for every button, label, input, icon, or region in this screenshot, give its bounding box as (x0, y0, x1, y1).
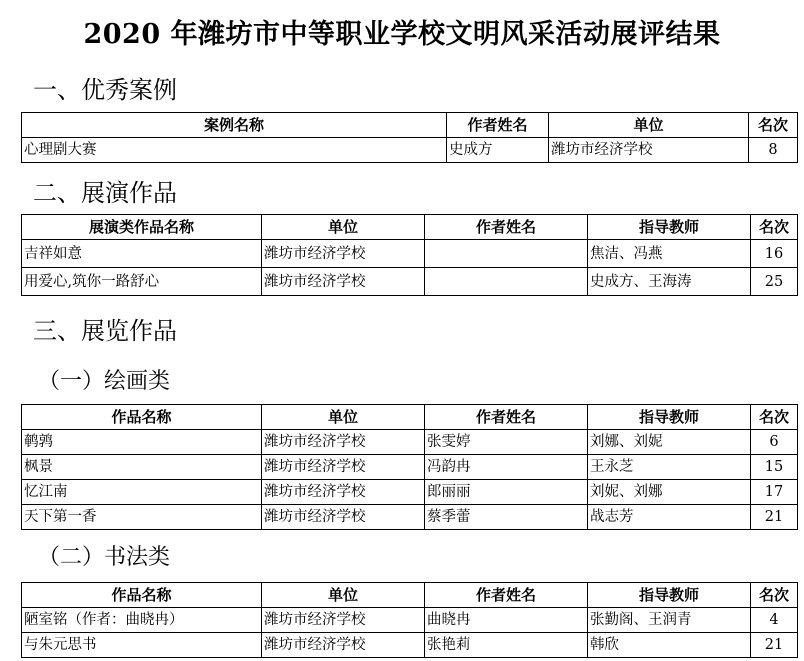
teacher-name: 刘娜、刘妮 (588, 430, 751, 455)
column-header: 名次 (751, 583, 798, 608)
author-name: 冯韵冉 (425, 455, 588, 480)
work-name: 天下第一香 (22, 505, 262, 530)
table-row (22, 455, 798, 480)
teacher-name: 史成方、王海涛 (588, 268, 751, 296)
calligraphy-table (21, 582, 798, 658)
author-name: 蔡季蕾 (425, 505, 588, 530)
author-name: 张雯婷 (425, 430, 588, 455)
rank-value: 21 (751, 633, 798, 658)
author-name (425, 240, 588, 268)
column-header: 指导教师 (588, 405, 751, 430)
section-heading-exhibition: 三、展览作品 (33, 317, 177, 345)
column-header: 作品名称 (22, 405, 262, 430)
teacher-name: 焦洁、冯燕 (588, 240, 751, 268)
work-name: 鹌鹑 (22, 430, 262, 455)
table-row (22, 633, 798, 658)
author-name: 史成方 (447, 138, 549, 163)
rank-value: 4 (751, 608, 798, 633)
column-header: 单位 (549, 113, 749, 138)
rank-value: 25 (751, 268, 798, 296)
column-header: 作者姓名 (425, 583, 588, 608)
column-header: 名次 (749, 113, 798, 138)
column-header: 名次 (751, 215, 798, 240)
teacher-name: 战志芳 (588, 505, 751, 530)
unit-name: 潍坊市经济学校 (262, 608, 425, 633)
unit-name: 潍坊市经济学校 (262, 633, 425, 658)
rank-value: 17 (751, 480, 798, 505)
unit-name: 潍坊市经济学校 (262, 480, 425, 505)
subsection-heading-calligraphy: （二）书法类 (38, 545, 171, 570)
work-name: 用爱心,筑你一路舒心 (22, 268, 262, 296)
teacher-name: 王永芝 (588, 455, 751, 480)
unit-name: 潍坊市经济学校 (262, 430, 425, 455)
column-header: 指导教师 (588, 215, 751, 240)
work-name: 枫景 (22, 455, 262, 480)
author-name: 郎丽丽 (425, 480, 588, 505)
rank-value: 16 (751, 240, 798, 268)
unit-name: 潍坊市经济学校 (262, 268, 425, 296)
table-row (22, 430, 798, 455)
section-heading-cases: 一、优秀案例 (33, 76, 177, 104)
case-name: 心理剧大赛 (22, 138, 447, 163)
column-header: 作品名称 (22, 583, 262, 608)
work-name: 与朱元思书 (22, 633, 262, 658)
column-header: 作者姓名 (425, 215, 588, 240)
unit-name: 潍坊市经济学校 (549, 138, 749, 163)
column-header: 单位 (262, 215, 425, 240)
table-row (22, 138, 798, 163)
table-row (22, 608, 798, 633)
rank-value: 21 (751, 505, 798, 530)
table-header-row (22, 405, 798, 430)
teacher-name: 韩欣 (588, 633, 751, 658)
work-name: 吉祥如意 (22, 240, 262, 268)
rank-value: 15 (751, 455, 798, 480)
table-header-row (22, 215, 798, 240)
table-header-row (22, 583, 798, 608)
section-heading-performance: 二、展演作品 (33, 179, 177, 207)
table-header-row (22, 113, 798, 138)
unit-name: 潍坊市经济学校 (262, 505, 425, 530)
document-title: 2020 年潍坊市中等职业学校文明风采活动展评结果 (83, 19, 721, 50)
table-row (22, 268, 798, 296)
rank-value: 6 (751, 430, 798, 455)
column-header: 作者姓名 (425, 405, 588, 430)
performance-table (21, 214, 798, 296)
column-header: 单位 (262, 583, 425, 608)
unit-name: 潍坊市经济学校 (262, 240, 425, 268)
work-name: 陋室铭（作者：曲晓冉） (22, 608, 262, 633)
column-header: 单位 (262, 405, 425, 430)
painting-table (21, 404, 798, 530)
column-header: 指导教师 (588, 583, 751, 608)
teacher-name: 刘妮、刘娜 (588, 480, 751, 505)
subsection-heading-painting: （一）绘画类 (38, 369, 171, 394)
column-header: 作者姓名 (447, 113, 549, 138)
work-name: 忆江南 (22, 480, 262, 505)
table-row (22, 480, 798, 505)
column-header: 名次 (751, 405, 798, 430)
author-name: 张艳莉 (425, 633, 588, 658)
author-name (425, 268, 588, 296)
table-row (22, 505, 798, 530)
column-header: 案例名称 (22, 113, 447, 138)
rank-value: 8 (749, 138, 798, 163)
teacher-name: 张勤阁、王润青 (588, 608, 751, 633)
column-header: 展演类作品名称 (22, 215, 262, 240)
table-row (22, 240, 798, 268)
author-name: 曲晓冉 (425, 608, 588, 633)
cases-table (21, 112, 798, 163)
unit-name: 潍坊市经济学校 (262, 455, 425, 480)
